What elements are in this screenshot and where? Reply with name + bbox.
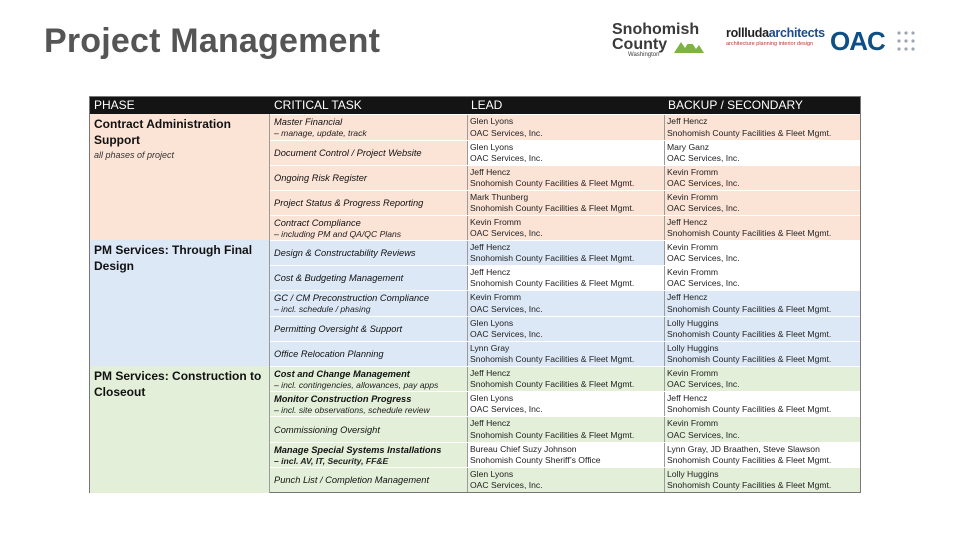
snohomish-logo-line3: Washington (628, 52, 660, 58)
backup-cell (665, 191, 860, 215)
backup-org: OAC Services, Inc. (667, 379, 740, 389)
lead-cell (468, 191, 665, 215)
lead-org: Snohomish County Facilities & Fleet Mgmt. (470, 354, 635, 364)
table-row (270, 140, 860, 165)
task-detail: – incl. AV, IT, Security, FF&E (274, 455, 389, 466)
table-row (270, 114, 860, 140)
task-cell (270, 317, 468, 341)
lead-org: Snohomish County Facilities & Fleet Mgmt. (470, 379, 635, 389)
backup-org: OAC Services, Inc. (667, 178, 740, 188)
lead-org: Snohomish County Facilities & Fleet Mgmt. (470, 178, 635, 188)
table-row (270, 316, 860, 341)
backup-name: Lolly Huggins (667, 317, 719, 328)
responsibility-table (89, 96, 861, 493)
task-name: Cost and Change Management (274, 368, 410, 379)
partner-logos (612, 22, 924, 64)
task-name: Manage Special Systems Installations (274, 444, 442, 455)
phase-title: PM Services: Through Final Design (94, 243, 253, 273)
lead-org: OAC Services, Inc. (470, 480, 543, 490)
backup-name: Lolly Huggins (667, 468, 719, 479)
task-name: Punch List / Completion Management (274, 475, 430, 485)
backup-name: Jeff Hencz (667, 392, 708, 403)
backup-name: Mary Ganz (667, 141, 710, 152)
backup-org: Snohomish County Facilities & Fleet Mgmt. (667, 228, 832, 238)
backup-name: Kevin Fromm (667, 241, 719, 252)
lead-org: Snohomish County Facilities & Fleet Mgmt. (470, 429, 635, 440)
backup-cell (665, 468, 860, 492)
lead-name: Kevin Fromm (470, 292, 522, 302)
backup-name: Lynn Gray, JD Braathen, Steve Slawson (667, 443, 820, 454)
task-cell (270, 342, 468, 366)
task-cell (270, 166, 468, 190)
table-header (90, 97, 860, 114)
backup-name: Kevin Fromm (667, 191, 719, 202)
snohomish-logo-line2: County (612, 36, 668, 53)
lead-cell (468, 115, 665, 140)
lead-name: Jeff Hencz (470, 166, 511, 177)
task-name: Contract Compliance (274, 217, 361, 228)
backup-org: Snohomish County Facilities & Fleet Mgmt. (667, 455, 832, 465)
lead-org: OAC Services, Inc. (470, 404, 543, 414)
backup-cell (665, 392, 860, 416)
lead-org: OAC Services, Inc. (470, 153, 543, 163)
backup-name: Jeff Hencz (667, 116, 708, 126)
table-row (270, 165, 860, 190)
rollluda-logo-name (726, 26, 826, 40)
lead-cell (468, 216, 665, 240)
snohomish-county-logo (612, 22, 724, 64)
phase-cell-pm-through-final-design (90, 240, 270, 366)
task-cell (270, 241, 468, 265)
task-cell (270, 291, 468, 316)
table-row (270, 366, 860, 391)
task-name: Office Relocation Planning (274, 349, 384, 359)
task-detail: – manage, update, track (274, 128, 367, 138)
lead-name: Glen Lyons (470, 141, 514, 152)
lead-name: Bureau Chief Suzy Johnson (470, 443, 577, 454)
task-name: Permitting Oversight & Support (274, 324, 403, 334)
lead-name: Jeff Hencz (470, 241, 511, 252)
lead-cell (468, 417, 665, 442)
lead-cell (468, 266, 665, 290)
backup-org: Snohomish County Facilities & Fleet Mgmt. (667, 303, 832, 314)
task-detail: – incl. schedule / phasing (274, 304, 371, 314)
backup-org: Snohomish County Facilities & Fleet Mgmt. (667, 354, 832, 364)
backup-org: OAC Services, Inc. (667, 253, 740, 263)
lead-name: Lynn Gray (470, 342, 510, 353)
lead-org: OAC Services, Inc. (470, 127, 543, 138)
header-phase: PHASE (94, 98, 135, 112)
lead-org: OAC Services, Inc. (470, 329, 543, 339)
backup-cell (665, 291, 860, 316)
backup-org: Snohomish County Facilities & Fleet Mgmt. (667, 404, 832, 414)
lead-name: Jeff Hencz (470, 367, 511, 378)
table-row (270, 240, 860, 265)
task-name: Document Control / Project Website (274, 148, 422, 158)
backup-org: Snohomish County Facilities & Fleet Mgmt. (667, 127, 832, 138)
backup-name: Jeff Hencz (667, 292, 708, 302)
lead-name: Jeff Hencz (470, 418, 511, 428)
phase-title: Contract Administration Support (94, 117, 231, 147)
phase-cell-contract-administration (90, 114, 270, 240)
header-backup: BACKUP / SECONDARY (668, 98, 803, 112)
lead-name: Glen Lyons (470, 392, 514, 403)
backup-org: OAC Services, Inc. (667, 203, 740, 213)
task-name: Design & Constructability Reviews (274, 248, 416, 258)
table-row (270, 467, 860, 492)
rollluda-architects-logo (726, 26, 826, 56)
table-row (270, 290, 860, 316)
table-row (270, 442, 860, 467)
lead-name: Kevin Fromm (470, 216, 522, 227)
task-cell (270, 266, 468, 290)
backup-cell (665, 166, 860, 190)
lead-org: OAC Services, Inc. (470, 303, 543, 314)
backup-cell (665, 266, 860, 290)
backup-cell (665, 317, 860, 341)
task-name: GC / CM Preconstruction Compliance (274, 293, 430, 303)
backup-cell (665, 342, 860, 366)
lead-org: Snohomish County Sheriff’s Office (470, 455, 601, 465)
lead-name: Glen Lyons (470, 317, 514, 328)
task-cell (270, 367, 468, 391)
phase-subtitle: all phases of project (94, 150, 175, 160)
oac-logo (830, 26, 920, 58)
table-row (270, 416, 860, 442)
task-cell (270, 115, 468, 140)
backup-cell (665, 443, 860, 467)
lead-cell (468, 141, 665, 165)
lead-cell (468, 166, 665, 190)
table-row (270, 190, 860, 215)
backup-cell (665, 216, 860, 240)
backup-org: Snohomish County Facilities & Fleet Mgmt. (667, 480, 832, 490)
backup-cell (665, 367, 860, 391)
page-title: Project Management (44, 22, 381, 60)
mountain-icon (674, 39, 704, 53)
lead-cell (468, 342, 665, 366)
backup-cell (665, 141, 860, 165)
lead-name: Jeff Hencz (470, 266, 511, 277)
task-name: Ongoing Risk Register (274, 173, 368, 183)
backup-name: Lolly Huggins (667, 342, 719, 353)
phase-cell-pm-construction-closeout (90, 366, 270, 493)
lead-cell (468, 367, 665, 391)
table-row (270, 215, 860, 240)
backup-org: OAC Services, Inc. (667, 278, 740, 288)
task-cell (270, 191, 468, 215)
backup-org: Snohomish County Facilities & Fleet Mgmt. (667, 329, 832, 339)
rollluda-logo-name-b: architects (768, 26, 825, 40)
backup-name: Kevin Fromm (667, 418, 719, 428)
task-name: Project Status & Progress Reporting (274, 198, 424, 208)
lead-name: Glen Lyons (470, 116, 514, 126)
task-detail: – incl. contingencies, allowances, pay apps (274, 379, 439, 390)
backup-name: Kevin Fromm (667, 166, 719, 177)
task-cell (270, 468, 468, 492)
task-name: Cost & Budgeting Management (274, 273, 404, 283)
lead-cell (468, 468, 665, 492)
table-row (270, 341, 860, 366)
backup-cell (665, 417, 860, 442)
backup-name: Kevin Fromm (667, 367, 719, 378)
backup-cell (665, 115, 860, 140)
backup-name: Kevin Fromm (667, 266, 719, 277)
oac-logo-text: OAC (830, 26, 885, 56)
phase-title: PM Services: Construction to Closeout (94, 369, 262, 399)
backup-name: Jeff Hencz (667, 216, 708, 227)
rollluda-logo-tagline: architecture planning interior design (726, 41, 814, 47)
lead-cell (468, 291, 665, 316)
task-detail: – including PM and QA/QC Plans (274, 228, 402, 239)
lead-cell (468, 392, 665, 416)
lead-org: Snohomish County Facilities & Fleet Mgmt. (470, 203, 635, 213)
table-row (270, 265, 860, 290)
lead-name: Glen Lyons (470, 468, 514, 479)
backup-org: OAC Services, Inc. (667, 153, 740, 163)
task-name: Monitor Construction Progress (274, 393, 412, 404)
task-detail: – incl. site observations, schedule review (274, 404, 430, 415)
task-cell (270, 216, 468, 240)
header-critical-task: CRITICAL TASK (274, 98, 362, 112)
table-row (270, 391, 860, 416)
backup-org: OAC Services, Inc. (667, 429, 740, 440)
dot-grid-icon (896, 30, 916, 52)
lead-cell (468, 443, 665, 467)
rollluda-logo-name-a: rollluda (726, 26, 769, 40)
lead-cell (468, 241, 665, 265)
lead-org: OAC Services, Inc. (470, 228, 543, 238)
lead-org: Snohomish County Facilities & Fleet Mgmt. (470, 253, 635, 263)
backup-cell (665, 241, 860, 265)
task-cell (270, 392, 468, 416)
lead-cell (468, 317, 665, 341)
lead-org: Snohomish County Facilities & Fleet Mgmt. (470, 278, 635, 288)
task-cell (270, 417, 468, 442)
snohomish-logo-line1: Snohomish (612, 21, 700, 38)
lead-name: Mark Thunberg (470, 191, 529, 202)
task-cell (270, 141, 468, 165)
task-name: Commissioning Oversight (274, 424, 380, 435)
task-cell (270, 443, 468, 467)
task-name: Master Financial (274, 117, 343, 127)
header-lead: LEAD (471, 98, 503, 112)
